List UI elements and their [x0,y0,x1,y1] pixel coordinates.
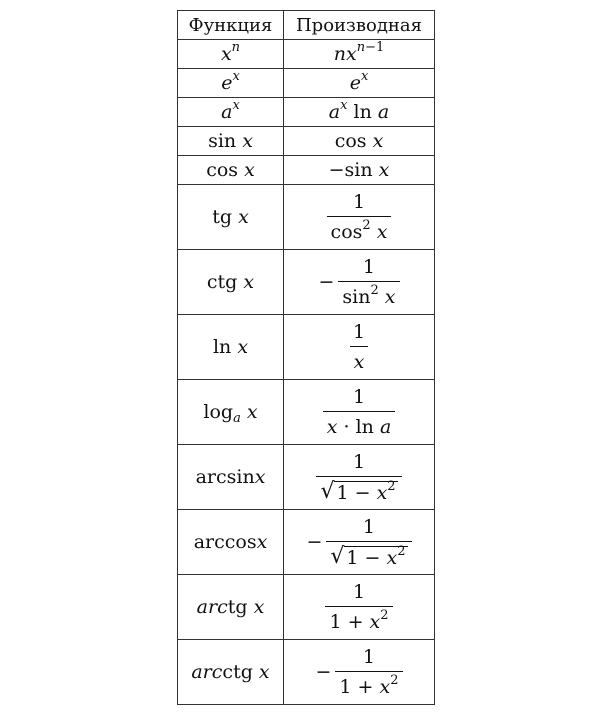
table-row [178,315,435,380]
function-cell: $a^x$ [178,98,284,127]
function-cell: arctg x [178,575,284,640]
derivative-cell: $\frac{1}{\text{x · ln a}}$ [284,380,435,445]
function-cell: $\log_a x$ [178,380,284,445]
header-derivative: Производная [284,11,435,40]
table-row [178,185,435,250]
table-row [178,127,435,156]
derivative-cell: $\frac{1}{x}$ [284,315,435,380]
table-row [178,156,435,185]
derivative-cell: $e^x$ [284,69,435,98]
function-cell: arcctg x [178,640,284,705]
header-function: Функция [178,11,284,40]
derivative-cell: 1 √ $1 - x^2$ [284,445,435,510]
table-row [178,510,435,575]
function-cell: sin x [178,127,284,156]
table-row [178,69,435,98]
table-header-row [178,11,435,40]
function-cell: ctg x [178,250,284,315]
function-cell: $x^n$ [178,40,284,69]
function-cell: cos x [178,156,284,185]
table-row [178,575,435,640]
function-cell: arccosx [178,510,284,575]
table-row [178,40,435,69]
derivative-cell: $a^x$ ln a [284,98,435,127]
derivative-cell: − $\frac{1}{\sin^2 x}$ [284,250,435,315]
function-cell: arcsinx [178,445,284,510]
derivative-cell: $nx^{n-1}$ [284,40,435,69]
derivative-cell: $\frac{1}{1 + x^2}$ [284,575,435,640]
derivative-cell: −sin x [284,156,435,185]
table-row [178,640,435,705]
derivative-cell: $\frac{1}{\cos^2 x}$ [284,185,435,250]
table-row [178,250,435,315]
table-row [178,445,435,510]
derivative-cell: cos x [284,127,435,156]
table-row [178,380,435,445]
function-cell: ln x [178,315,284,380]
table-row [178,98,435,127]
derivative-cell: − 1 √ $1 - x^2$ [284,510,435,575]
derivatives-table [177,10,435,705]
function-cell: $e^x$ [178,69,284,98]
function-cell: tg x [178,185,284,250]
derivative-cell: − $\frac{1}{1 + x^2}$ [284,640,435,705]
